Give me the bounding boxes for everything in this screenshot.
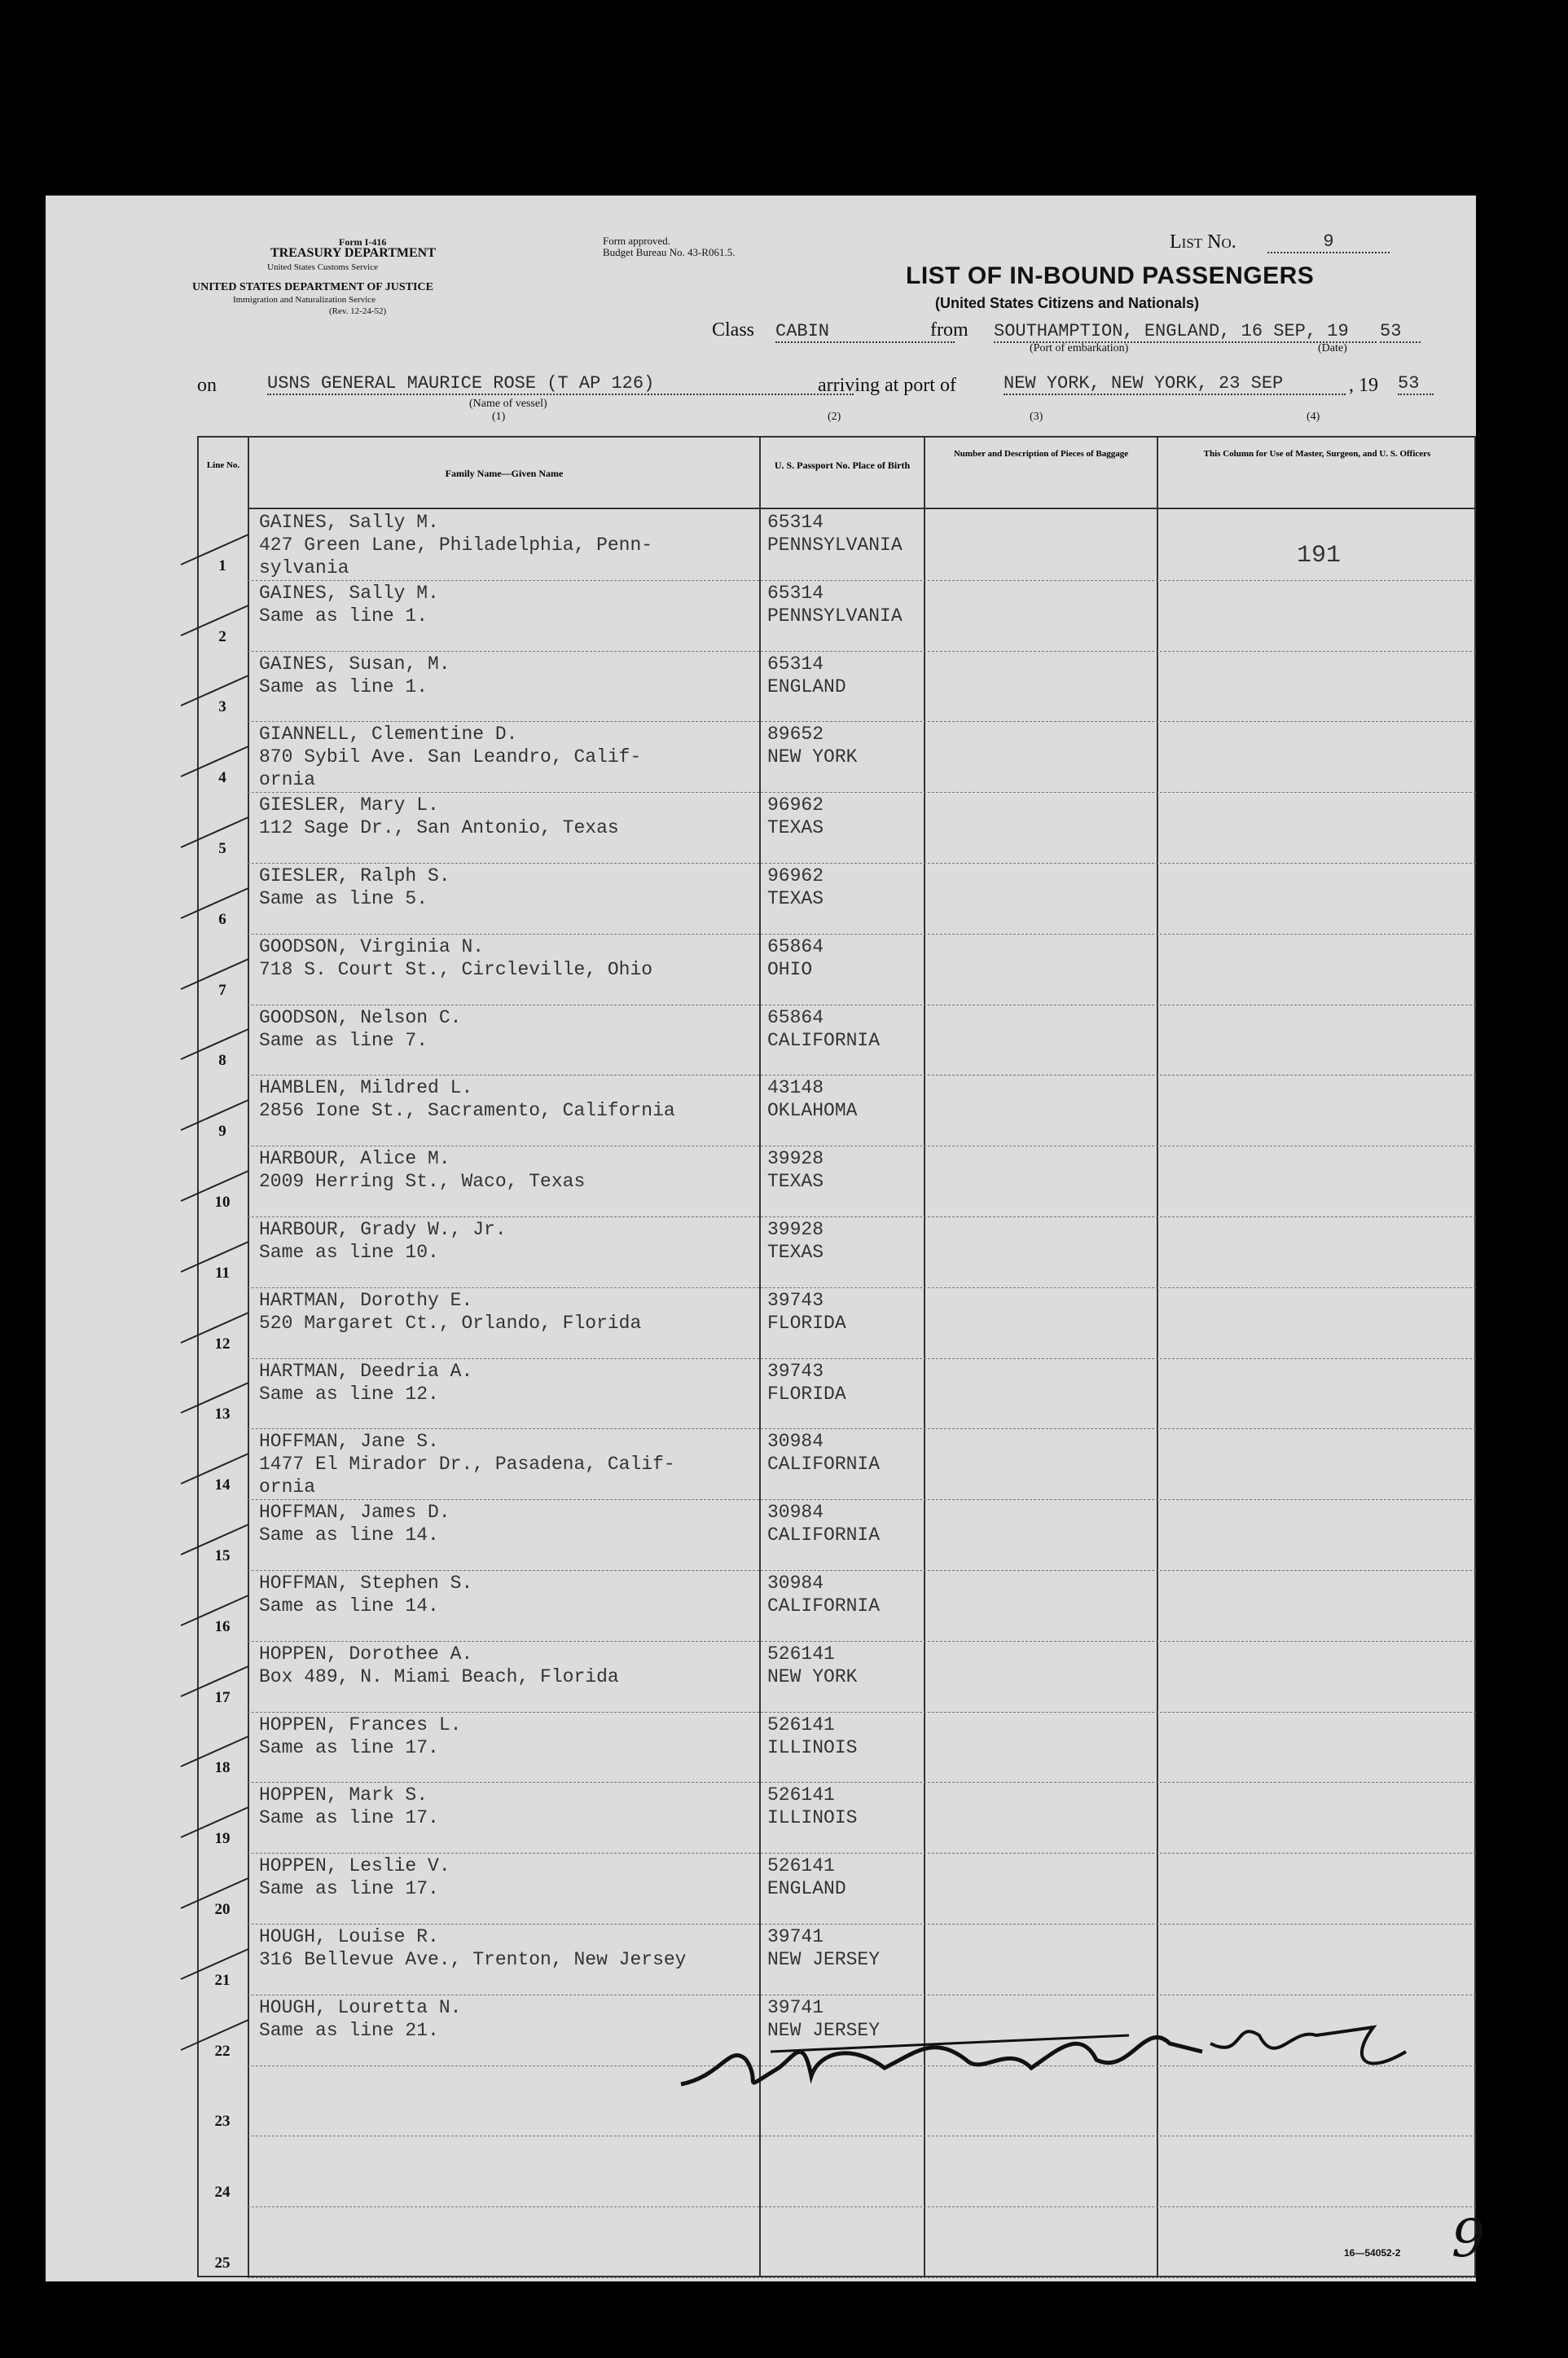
line-number: 15 — [214, 1547, 231, 1564]
row-separator — [248, 863, 1476, 864]
header-passport: U. S. Passport No. Place of Birth — [774, 460, 911, 471]
row-separator — [248, 1712, 1476, 1713]
header-officers: This Column for Use of Master, Surgeon, and U. S. Officers — [1203, 449, 1431, 459]
passport-number: 96962 — [767, 865, 824, 886]
immigration-service: Immigration and Naturalization Service — [233, 295, 376, 305]
passport-number: 39928 — [767, 1219, 824, 1240]
passport-number: 96962 — [767, 794, 824, 816]
passenger-address: Same as line 12. — [259, 1383, 439, 1405]
passenger-address: 718 S. Court St., Circleville, Ohio — [259, 958, 653, 980]
list-no-label: List No. — [1170, 231, 1236, 253]
passenger-address: Same as line 21. — [259, 2019, 439, 2041]
document-title: LIST OF IN-BOUND PASSENGERS — [906, 262, 1315, 289]
line-number: 24 — [214, 2184, 231, 2202]
place-of-birth: NEW JERSEY — [767, 1949, 881, 1970]
passport-number: 39928 — [767, 1148, 824, 1170]
passenger-address: Same as line 14. — [259, 1524, 439, 1546]
line-number: 14 — [214, 1476, 231, 1494]
passport-number: 526141 — [767, 1784, 835, 1806]
row-separator — [248, 2206, 1476, 2207]
passenger-name: GAINES, Sally M. — [259, 582, 439, 604]
passenger-address: Same as line 17. — [259, 1807, 439, 1829]
line-number: 2 — [218, 627, 226, 645]
row-separator — [248, 934, 1476, 935]
place-of-birth: NEW YORK — [767, 1665, 858, 1687]
place-of-birth: CALIFORNIA — [767, 1454, 881, 1476]
place-of-birth: ENGLAND — [767, 675, 846, 697]
header-baggage: Number and Description of Pieces of Baggage — [953, 449, 1129, 459]
revision-date: (Rev. 12-24-52) — [329, 306, 387, 316]
line-number: 19 — [214, 1830, 231, 1848]
header-family-name: Family Name—Given Name — [445, 468, 564, 479]
row-separator — [248, 1287, 1476, 1288]
passenger-address: 2856 Ione St., Sacramento, California — [259, 1100, 675, 1122]
class-label: Class — [712, 319, 755, 341]
row-separator — [248, 1216, 1476, 1217]
passenger-name: HOPPEN, Leslie V. — [259, 1855, 450, 1877]
passport-number: 43148 — [767, 1077, 824, 1099]
page-mark: 9 — [1452, 2209, 1485, 2269]
document-subtitle: (United States Citizens and Nationals) — [935, 295, 1200, 311]
passport-number: 526141 — [767, 1643, 835, 1665]
place-of-birth: CALIFORNIA — [767, 1029, 881, 1051]
passenger-address: Same as line 5. — [259, 888, 428, 909]
budget-bureau: Budget Bureau No. 43-R061.5. — [603, 246, 736, 258]
arrival-year: 53 — [1398, 373, 1434, 395]
passport-number: 39743 — [767, 1360, 824, 1382]
column-divider — [1157, 436, 1158, 2277]
passenger-address-continued: sylvania — [259, 557, 349, 579]
place-of-birth: CALIFORNIA — [767, 1524, 881, 1546]
passport-number: 526141 — [767, 1714, 835, 1736]
passenger-name: GIESLER, Ralph S. — [259, 865, 450, 886]
row-separator — [248, 1924, 1476, 1925]
place-of-birth: OHIO — [767, 958, 813, 980]
passport-number: 65864 — [767, 935, 824, 957]
row-separator — [248, 1570, 1476, 1571]
column-divider — [924, 436, 925, 2277]
line-number: 1 — [218, 557, 226, 574]
vessel-caption: (Name of vessel) — [469, 398, 547, 410]
row-separator — [248, 792, 1476, 793]
line-number: 25 — [214, 2255, 231, 2272]
passenger-name: GOODSON, Nelson C. — [259, 1006, 462, 1028]
from-label: from — [930, 319, 968, 341]
line-number: 20 — [214, 1901, 231, 1918]
passport-number: 39743 — [767, 1289, 824, 1311]
passport-number: 89652 — [767, 724, 824, 746]
place-of-birth: NEW JERSEY — [767, 2019, 881, 2041]
from-value: SOUTHAMPTION, ENGLAND, 16 SEP, 19 — [994, 321, 1377, 343]
passenger-name: HARTMAN, Deedria A. — [259, 1360, 473, 1382]
row-separator — [248, 1428, 1476, 1429]
passenger-name: GOODSON, Virginia N. — [259, 935, 485, 957]
line-number: 10 — [214, 1194, 231, 1211]
passenger-address: Same as line 1. — [259, 675, 428, 697]
passenger-address: 520 Margaret Ct., Orlando, Florida — [259, 1312, 642, 1334]
place-of-birth: FLORIDA — [767, 1383, 846, 1405]
passenger-address: Box 489, N. Miami Beach, Florida — [259, 1665, 619, 1687]
row-separator — [248, 721, 1476, 722]
line-number: 23 — [214, 2113, 231, 2131]
passenger-address: Same as line 17. — [259, 1736, 439, 1758]
column-1-number: (1) — [492, 411, 506, 423]
passenger-address: 316 Bellevue Ave., Trenton, New Jersey — [259, 1949, 687, 1970]
date-caption: (Date) — [1318, 342, 1347, 354]
row-separator — [248, 651, 1476, 652]
header-line-no: Line No. — [206, 460, 240, 470]
line-number: 9 — [218, 1123, 226, 1141]
column-divider — [759, 436, 761, 2277]
place-of-birth: PENNSYLVANIA — [767, 535, 903, 556]
passport-number: 39741 — [767, 1926, 824, 1947]
place-of-birth: NEW YORK — [767, 746, 858, 768]
line-number: 17 — [214, 1688, 231, 1706]
place-of-birth: TEXAS — [767, 1242, 824, 1263]
arriving-label: arriving at port of — [818, 375, 956, 396]
line-number: 16 — [214, 1617, 231, 1635]
passport-number: 65314 — [767, 582, 824, 604]
passenger-address: 112 Sage Dr., San Antonio, Texas — [259, 817, 619, 839]
line-number: 22 — [214, 2042, 231, 2060]
line-number: 8 — [218, 1052, 226, 1070]
passport-number: 526141 — [767, 1855, 835, 1877]
header-divider — [248, 508, 1476, 509]
passenger-name: HOFFMAN, Stephen S. — [259, 1573, 473, 1594]
passenger-manifest-sheet — [46, 196, 1485, 2281]
row-separator — [248, 1853, 1476, 1854]
passenger-address: Same as line 7. — [259, 1029, 428, 1051]
form-number: Form I-416 — [339, 236, 387, 248]
justice-department: UNITED STATES DEPARTMENT OF JUSTICE — [192, 281, 433, 293]
place-of-birth: TEXAS — [767, 888, 824, 909]
passenger-address: Same as line 1. — [259, 605, 428, 627]
line-number: 7 — [218, 981, 226, 999]
place-of-birth: ENGLAND — [767, 1878, 846, 1900]
customs-service: United States Customs Service — [267, 262, 378, 272]
passport-number: 30984 — [767, 1431, 824, 1453]
treasury-department: TREASURY DEPARTMENT — [270, 246, 436, 260]
row-separator — [248, 1499, 1476, 1500]
row-separator — [248, 1641, 1476, 1642]
passenger-name: HAMBLEN, Mildred L. — [259, 1077, 473, 1099]
passport-number: 30984 — [767, 1573, 824, 1594]
place-of-birth: PENNSYLVANIA — [767, 605, 903, 627]
passenger-name: HOFFMAN, James D. — [259, 1502, 450, 1524]
passenger-name: GIANNELL, Clementine D. — [259, 724, 518, 746]
passenger-name: HOUGH, Louise R. — [259, 1926, 439, 1947]
class-value: CABIN — [775, 321, 955, 343]
column-3-number: (3) — [1030, 411, 1043, 423]
line-number: 21 — [214, 1971, 231, 1989]
column-divider — [248, 436, 249, 2277]
on-label: on — [197, 375, 217, 396]
passenger-address-continued: ornia — [259, 1476, 316, 1498]
passenger-address: 1477 El Mirador Dr., Pasadena, Calif- — [259, 1454, 675, 1476]
line-number: 18 — [214, 1759, 231, 1777]
place-of-birth: TEXAS — [767, 817, 824, 839]
passenger-name: GAINES, Sally M. — [259, 512, 439, 533]
passenger-address: Same as line 10. — [259, 1242, 439, 1263]
passenger-name: HARBOUR, Alice M. — [259, 1148, 450, 1170]
officer-note: 191 — [1297, 542, 1342, 570]
form-approved: Form approved. — [603, 235, 671, 247]
passenger-name: GAINES, Susan, M. — [259, 653, 450, 675]
passenger-name: HARTMAN, Dorothy E. — [259, 1289, 473, 1311]
passenger-address: Same as line 17. — [259, 1878, 439, 1900]
column-2-number: (2) — [828, 411, 841, 423]
print-code: 16—54052-2 — [1344, 2247, 1401, 2259]
row-separator — [248, 2277, 1476, 2278]
place-of-birth: TEXAS — [767, 1171, 824, 1193]
place-of-birth: ILLINOIS — [767, 1736, 858, 1758]
port-embarkation-caption: (Port of embarkation) — [1030, 342, 1129, 354]
vessel-name: USNS GENERAL MAURICE ROSE (T AP 126) — [267, 373, 854, 395]
passenger-name: HARBOUR, Grady W., Jr. — [259, 1219, 507, 1240]
arrival-year-prefix: , 19 — [1349, 375, 1378, 396]
passenger-table — [197, 436, 1485, 2277]
line-number: 13 — [214, 1406, 231, 1423]
row-separator — [248, 1782, 1476, 1783]
passenger-address: 870 Sybil Ave. San Leandro, Calif- — [259, 746, 642, 768]
arrival-value: NEW YORK, NEW YORK, 23 SEP — [1004, 373, 1346, 395]
passenger-name: HOPPEN, Mark S. — [259, 1784, 428, 1806]
line-number: 4 — [218, 769, 226, 787]
passenger-name: HOUGH, Louretta N. — [259, 1996, 462, 2018]
line-number: 12 — [214, 1335, 231, 1353]
place-of-birth: CALIFORNIA — [767, 1595, 881, 1617]
passenger-name: HOFFMAN, Jane S. — [259, 1431, 439, 1453]
passport-number: 65314 — [767, 653, 824, 675]
place-of-birth: FLORIDA — [767, 1312, 846, 1334]
column-4-number: (4) — [1307, 411, 1320, 423]
line-number: 11 — [215, 1264, 230, 1282]
passenger-address: Same as line 14. — [259, 1595, 439, 1617]
passport-number: 30984 — [767, 1502, 824, 1524]
signature — [673, 2011, 1471, 2109]
passport-number: 39741 — [767, 1996, 824, 2018]
from-year: 53 — [1380, 321, 1421, 343]
list-no-value: 9 — [1267, 231, 1390, 253]
row-separator — [248, 1075, 1476, 1076]
passenger-name: GIESLER, Mary L. — [259, 794, 439, 816]
row-separator — [248, 580, 1476, 581]
passport-number: 65864 — [767, 1006, 824, 1028]
row-separator — [248, 1358, 1476, 1359]
passport-number: 65314 — [767, 512, 824, 533]
passenger-address-continued: ornia — [259, 769, 316, 791]
passenger-address: 2009 Herring St., Waco, Texas — [259, 1171, 586, 1193]
line-number: 5 — [218, 840, 226, 857]
passenger-name: HOPPEN, Frances L. — [259, 1714, 462, 1736]
line-number: 6 — [218, 910, 226, 928]
place-of-birth: OKLAHOMA — [767, 1100, 858, 1122]
line-number: 3 — [218, 698, 226, 716]
passenger-address: 427 Green Lane, Philadelphia, Penn- — [259, 535, 653, 556]
place-of-birth: ILLINOIS — [767, 1807, 858, 1829]
passenger-name: HOPPEN, Dorothee A. — [259, 1643, 473, 1665]
